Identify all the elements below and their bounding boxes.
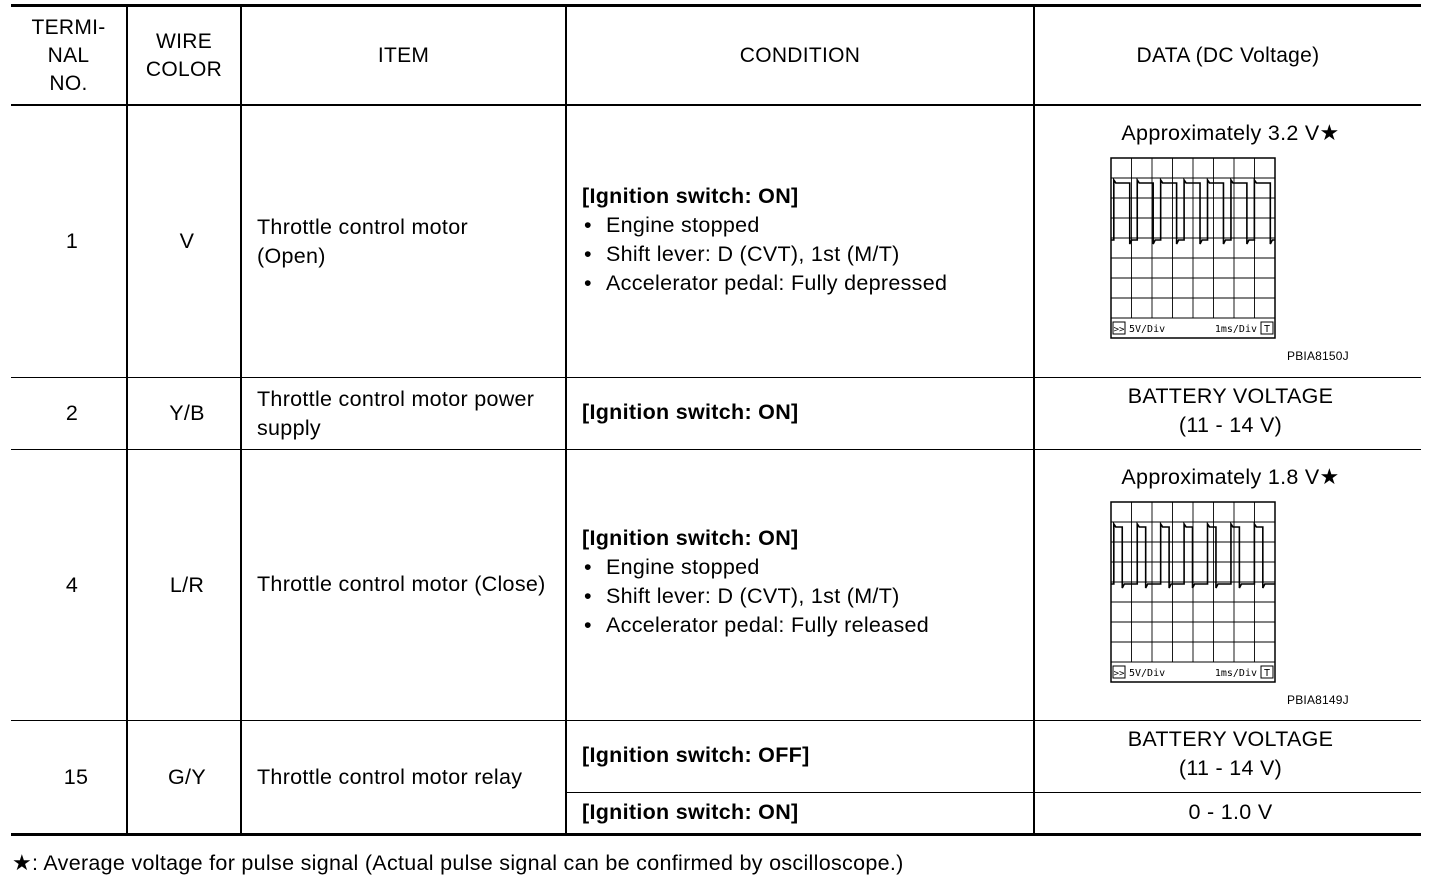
row4-terminal: 15: [63, 764, 89, 789]
row1-condition-bullet: • Engine stopped: [582, 211, 947, 240]
row3-item: [257, 450, 563, 718]
row2-item: [257, 378, 563, 449]
row3-figure-code: PBIA8149J: [1287, 693, 1349, 707]
row1-condition-bullet: • Accelerator pedal: Fully depressed: [582, 269, 947, 298]
row3-condition-bullet: • Accelerator pedal: Fully released: [582, 611, 929, 640]
footnote-text: : Average voltage for pulse signal (Actual pulse signal can be confirmed by oscilloscope.): [32, 851, 904, 875]
row2-item-line1: Throttle control motor power: [257, 386, 535, 411]
row4a-data-line1: BATTERY VOLTAGE: [1127, 727, 1334, 751]
scope-run-icon: >>: [1113, 669, 1125, 679]
header-wire-line2: COLOR: [145, 57, 223, 81]
row1-item: [257, 106, 563, 377]
row1-item-line2: (Open): [257, 243, 326, 268]
scope-trigger-indicator: T: [1263, 324, 1271, 335]
scope-time-div: 1ms/Div: [1214, 668, 1257, 679]
row4-wire: G/Y: [168, 764, 206, 789]
scope-time-div: 1ms/Div: [1214, 324, 1257, 335]
scope-volt-div: 5V/Div: [1129, 668, 1166, 679]
row4a-condition: [Ignition switch: OFF]: [582, 742, 810, 767]
row1-condition: [582, 106, 1032, 374]
row3-condition-bullet: • Shift lever: D (CVT), 1st (M/T): [582, 582, 929, 611]
row4-item-line1: Throttle control motor relay: [257, 764, 523, 789]
row4-item: [257, 721, 563, 833]
header-terminal-no: [11, 7, 126, 104]
row4b-data: 0 - 1.0 V: [1188, 799, 1273, 824]
row1-terminal: 1: [65, 229, 79, 253]
scope-trigger-indicator: T: [1263, 668, 1271, 679]
row1-wire: V: [179, 229, 195, 253]
header-data: DATA (DC Voltage): [1136, 43, 1320, 67]
row3-data-value: [1035, 462, 1426, 492]
row2-wire: Y/B: [169, 401, 205, 425]
header-condition: CONDITION: [739, 43, 861, 67]
table-bottom-rule: [11, 833, 1421, 836]
row3-item-line1: Throttle control motor (Close): [257, 571, 546, 596]
star-icon: ★: [1319, 120, 1340, 145]
row1-data-text: Approximately 3.2 V: [1121, 121, 1320, 145]
row3-condition-title: [Ignition switch: ON]: [582, 526, 799, 550]
row1-figure-code: PBIA8150J: [1287, 349, 1349, 363]
header-terminal-line1: TERMI-: [31, 15, 106, 39]
row1-condition-bullet: • Shift lever: D (CVT), 1st (M/T): [582, 240, 947, 269]
oscilloscope-waveform-1: [1110, 157, 1276, 339]
row3-data-text: Approximately 1.8 V: [1121, 465, 1320, 489]
header-terminal-line3: NO.: [49, 71, 88, 95]
header-wire-color: [128, 7, 240, 104]
row2-data-line1: BATTERY VOLTAGE: [1127, 384, 1334, 408]
header-item: ITEM: [377, 43, 430, 67]
row2-item-line2: supply: [257, 415, 321, 440]
row1-data-value: [1035, 118, 1426, 148]
row1-item-line1: Throttle control motor: [257, 214, 468, 239]
row4a-data-line2: (11 - 14 V): [1178, 756, 1283, 780]
star-icon: ★: [12, 850, 33, 875]
row4b-condition: [Ignition switch: ON]: [582, 799, 799, 824]
row3-condition: [582, 450, 1032, 714]
row2-terminal: 2: [65, 401, 79, 425]
footnote: [12, 850, 904, 876]
row3-condition-bullet: • Engine stopped: [582, 553, 929, 582]
row3-terminal: 4: [65, 572, 79, 597]
row2-condition: [Ignition switch: ON]: [582, 399, 799, 424]
oscilloscope-waveform-2: [1110, 501, 1276, 683]
row2-data: [1035, 378, 1426, 444]
header-wire-line1: WIRE: [155, 29, 213, 53]
header-terminal-line2: NAL: [47, 43, 90, 67]
scope-run-icon: >>: [1113, 325, 1125, 335]
scope-volt-div: 5V/Div: [1129, 324, 1166, 335]
row2-data-line2: (11 - 14 V): [1178, 413, 1283, 437]
row4a-data: [1035, 721, 1426, 787]
row3-wire: L/R: [169, 572, 205, 597]
star-icon: ★: [1319, 464, 1340, 489]
col-divider-3: [565, 4, 567, 836]
row1-condition-title: [Ignition switch: ON]: [582, 184, 799, 208]
